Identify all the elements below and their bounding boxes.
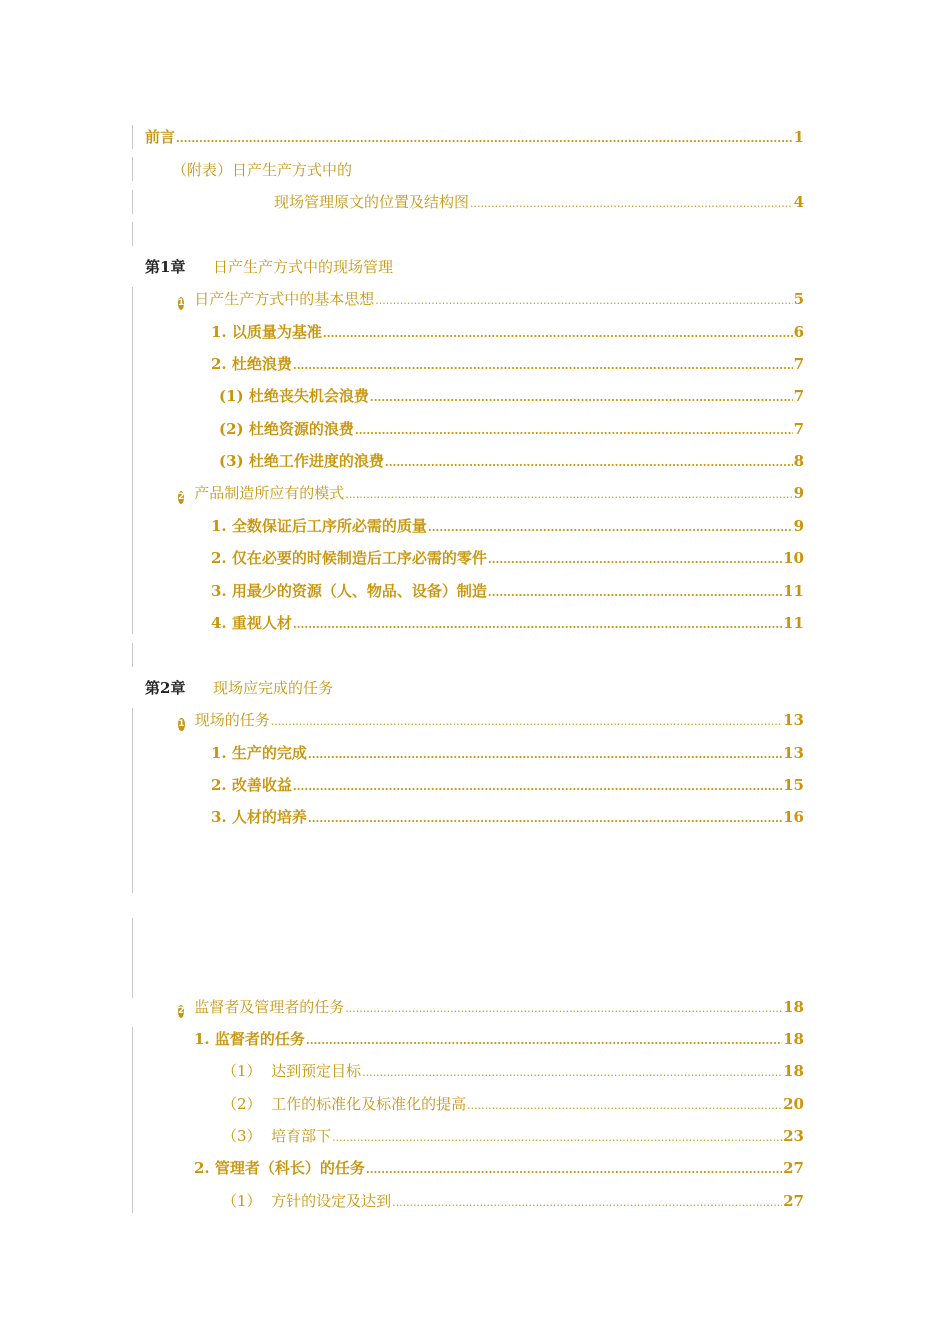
toc-entry-label: （3） 培育部下 [222, 1127, 332, 1145]
toc-entry-label: 2. 管理者（科长）的任务 [194, 1159, 365, 1177]
toc-leader-dots [385, 457, 793, 468]
toc-entry-label: (2) 杜绝资源的浪费 [219, 420, 354, 438]
toc-entry-label: 现场的任务 [194, 711, 270, 729]
toc-page-number: 27 [783, 1192, 804, 1210]
numbered-bullet-icon: 1 [178, 719, 185, 729]
toc-entry-label: 2. 改善收益 [211, 776, 292, 794]
toc-leader-dots [362, 1067, 782, 1078]
toc-leader-dots [488, 587, 782, 598]
numbered-bullet-icon: 1 [178, 298, 185, 308]
toc-page-number: 20 [783, 1095, 804, 1113]
toc-entry-appendix[interactable] [274, 191, 804, 213]
toc-entry[interactable] [194, 1157, 804, 1179]
toc-entry-label: 2. 杜绝浪费 [211, 355, 292, 373]
chapter-title: 日产生产方式中的现场管理 [213, 258, 394, 276]
toc-entry-label: 1. 全数保证后工序所必需的质量 [211, 517, 427, 535]
margin-bar [132, 708, 133, 893]
toc-page-number: 1 [793, 128, 804, 146]
toc-leader-dots [428, 522, 793, 533]
toc-entry-label: 现场管理原文的位置及结构图 [274, 193, 470, 211]
toc-entry-label: 监督者及管理者的任务 [194, 998, 345, 1016]
toc-entry-label: 2. 仅在必要的时候制造后工序必需的零件 [211, 549, 487, 567]
toc-entry-label: 前言 [145, 128, 176, 146]
toc-entry[interactable] [222, 1060, 804, 1082]
toc-entry[interactable] [219, 385, 804, 407]
toc-page-number: 13 [783, 711, 804, 729]
toc-entry[interactable] [222, 1093, 804, 1115]
toc-entry-label: 日产生产方式中的基本思想 [194, 290, 375, 308]
toc-page-number: 18 [783, 1030, 804, 1048]
toc-leader-dots [308, 813, 782, 824]
toc-entry[interactable] [178, 482, 804, 504]
toc-page-number: 15 [783, 776, 804, 794]
toc-leader-dots [370, 392, 793, 403]
toc-entry-label: （1） 达到预定目标 [222, 1062, 362, 1080]
toc-entry-label: 产品制造所应有的模式 [194, 484, 345, 502]
toc-page-number: 9 [793, 484, 804, 502]
toc-entry-label: 3. 人材的培养 [211, 808, 307, 826]
chapter-heading-2[interactable] [145, 677, 333, 699]
toc-entry[interactable] [222, 1190, 804, 1212]
toc-page-number: 8 [793, 452, 804, 470]
toc-entry[interactable] [178, 288, 804, 310]
toc-leader-dots [332, 1132, 782, 1143]
toc-entry[interactable] [178, 996, 804, 1018]
toc-entry-appendix-line1[interactable]: （附表）日产生产方式中的 [172, 161, 353, 179]
toc-page-number: 11 [783, 614, 804, 632]
toc-page-number: 18 [783, 1062, 804, 1080]
toc-page-number: 18 [783, 998, 804, 1016]
margin-bar [132, 190, 133, 214]
toc-entry[interactable] [219, 418, 804, 440]
numbered-bullet-icon: 2 [178, 492, 185, 502]
toc-page-number: 23 [783, 1127, 804, 1145]
toc-leader-dots [293, 781, 782, 792]
toc-entry-label: 3. 用最少的资源（人、物品、设备）制造 [211, 582, 487, 600]
numbered-bullet-icon: 2 [178, 1006, 185, 1016]
toc-entry-label: （1） 方针的设定及达到 [222, 1192, 392, 1210]
toc-entry-label: (1) 杜绝丧失机会浪费 [219, 387, 369, 405]
toc-leader-dots [488, 554, 782, 565]
toc-entry-label: （2） 工作的标准化及标准化的提高 [222, 1095, 467, 1113]
toc-leader-dots [467, 1100, 782, 1111]
toc-page-number: 13 [783, 744, 804, 762]
toc-entry-preface[interactable] [145, 126, 804, 148]
toc-entry-label: 1. 监督者的任务 [194, 1030, 305, 1048]
toc-leader-dots [293, 619, 782, 630]
toc-leader-dots [345, 1003, 782, 1014]
margin-bar [132, 125, 133, 149]
toc-page-number: 10 [783, 549, 804, 567]
toc-entry[interactable] [222, 1125, 804, 1147]
chapter-number: 第1章 [145, 258, 186, 276]
chapter-title: 现场应完成的任务 [213, 679, 334, 697]
toc-entry[interactable] [211, 742, 804, 764]
toc-entry[interactable] [211, 353, 804, 375]
toc-entry[interactable] [211, 321, 804, 343]
toc-entry[interactable] [194, 1028, 804, 1050]
toc-page-number: 11 [783, 582, 804, 600]
toc-leader-dots [308, 749, 782, 760]
margin-bar [132, 287, 133, 634]
toc-leader-dots [345, 489, 792, 500]
toc-entry[interactable] [211, 806, 804, 828]
toc-entry-label: 4. 重视人材 [211, 614, 292, 632]
toc-leader-dots [271, 716, 782, 727]
toc-entry-label: (3) 杜绝工作进度的浪费 [219, 452, 384, 470]
toc-entry[interactable] [211, 612, 804, 634]
toc-leader-dots [470, 198, 793, 209]
margin-bar [132, 1027, 133, 1213]
toc-page-number: 7 [793, 420, 804, 438]
toc-page-number: 9 [793, 517, 804, 535]
toc-leader-dots [176, 133, 793, 144]
toc-page-number: 7 [793, 387, 804, 405]
chapter-heading-1[interactable] [145, 256, 393, 278]
toc-entry-label: 1. 生产的完成 [211, 744, 307, 762]
toc-page-number: 5 [793, 290, 804, 308]
toc-leader-dots [366, 1164, 782, 1175]
toc-page-number: 16 [783, 808, 804, 826]
margin-bar [132, 918, 133, 998]
toc-leader-dots [375, 295, 792, 306]
toc-entry-label: 1. 以质量为基准 [211, 323, 322, 341]
toc-entry[interactable] [219, 450, 804, 472]
margin-bar [132, 222, 133, 246]
margin-bar [132, 643, 133, 667]
toc-page-number: 4 [793, 193, 804, 211]
toc-page-number: 7 [793, 355, 804, 373]
chapter-number: 第2章 [145, 679, 186, 697]
toc-entry[interactable] [211, 774, 804, 796]
toc-entry[interactable] [211, 515, 804, 537]
toc-entry[interactable] [178, 709, 804, 731]
toc-leader-dots [392, 1197, 782, 1208]
toc-entry[interactable] [211, 547, 804, 569]
toc-entry[interactable] [211, 580, 804, 602]
toc-page-number: 27 [783, 1159, 804, 1177]
toc-leader-dots [293, 360, 793, 371]
toc-leader-dots [323, 328, 793, 339]
toc-leader-dots [355, 425, 793, 436]
toc-page-number: 6 [793, 323, 804, 341]
toc-leader-dots [306, 1035, 782, 1046]
margin-bar [132, 157, 133, 181]
